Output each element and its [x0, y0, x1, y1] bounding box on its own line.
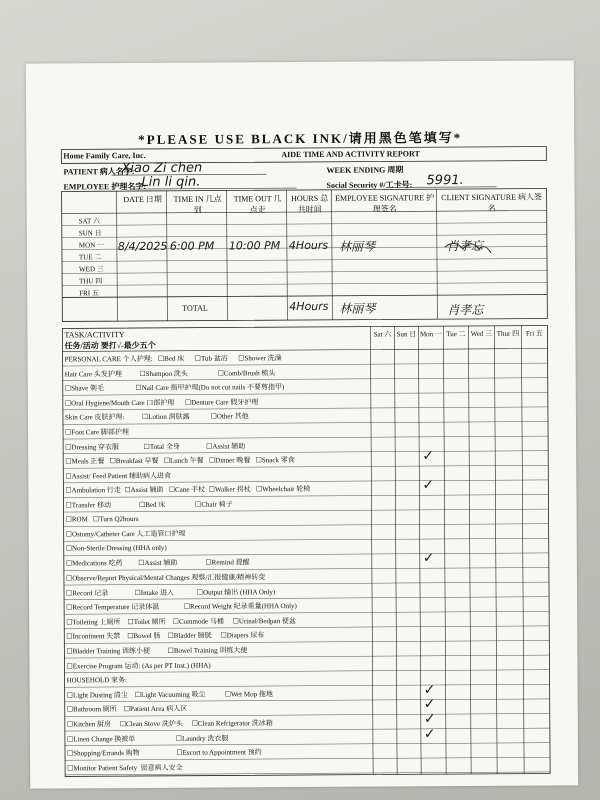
task-row: ☐Ambulation 行走 ☐Assist 辅助 ☐Cane 手杖 ☐Walker 拐杖 ☐Wheelchair 轮椅	[65, 485, 311, 495]
task-header-cn: 任务/活动 要打√-最少五个	[64, 340, 156, 351]
check-mark: ✓	[423, 711, 436, 728]
day-label: WED 三	[79, 265, 104, 274]
task-row: ☐Foot Care 脚部护理	[65, 428, 129, 437]
task-row: ☐ROM ☐Turn Q2hours	[65, 514, 139, 524]
task-row: ☐Transfer 移动 ☐Bed 床 ☐Chair 椅子	[65, 500, 233, 510]
task-row: HOUSEHOLD 家务:	[66, 676, 128, 685]
report-form-sheet	[26, 60, 578, 788]
task-row: ☐Bathroom 厕所 ☐Patient Area 病人区	[66, 705, 188, 714]
ssn-value: 5991.	[426, 173, 464, 189]
task-row: ☐Bladder Training 训练小便 ☐Bowel Training 训练大便	[66, 646, 248, 656]
col-hours: HOURS 总共时间	[291, 193, 329, 215]
patient-name: Xiao Zi chen	[121, 160, 203, 177]
task-row: ☐Toileting 上厕所 ☐Toilet 厕所 ☐Commode 马桶 ☐Urinal/Bedpan 便盆	[66, 616, 296, 627]
task-row-line	[64, 553, 549, 556]
patient-label: PATIENT 病人名字:	[63, 167, 135, 177]
total-client-signature: 肖孝忘	[447, 302, 484, 318]
week-ending-label: WEEK ENDING 周期	[326, 165, 404, 175]
mon-date: 8/4/2025	[117, 239, 168, 254]
task-row: ☐Medications 吃药 ☐Assist 辅助 ☐Remind 提醒	[65, 558, 250, 568]
task-row: ☐Record 记录 ☐Intake 进入 ☐Output 输出 (HHA Only)	[66, 587, 276, 598]
task-row: ☐Dressing 穿衣服 ☐Total 全身 ☐Assist 辅助	[65, 441, 246, 452]
task-row: ☐Incontinent 失禁 ☐Bowel 肠 ☐Bladder 膀胱 ☐Diapers 尿布	[66, 631, 265, 641]
mon-time-out: 10:00 PM	[228, 239, 281, 253]
task-row-line	[64, 524, 549, 527]
task-row: PERSONAL CARE 个人护理: ☐Bed 床 ☐Tub 盆浴 ☐Shower 洗澡	[64, 354, 282, 364]
check-mark: ✓	[422, 477, 435, 494]
task-day-col: Wed 三	[470, 329, 493, 338]
task-day-col: Mon 一	[419, 330, 442, 339]
task-row: ☐Shopping/Errands 购物 ☐Escort to Appointment 预约	[66, 748, 262, 758]
task-row: ☐Oral Hygiene/Mouth Care 口部护理 ☐Denture Care 假牙护理	[64, 398, 259, 408]
col-time-in: TIME IN 几点到	[173, 194, 222, 215]
check-mark: ✓	[423, 725, 436, 742]
mon-hours: 4Hours	[288, 238, 329, 253]
total-label: TOTAL	[182, 303, 208, 313]
col-client-signature: CLIENT SIGNATURE 病人签名	[441, 192, 543, 213]
day-label: MON 一	[78, 241, 105, 250]
report-title: AIDE TIME AND ACTIVITY REPORT	[281, 149, 420, 160]
check-mark: ✓	[423, 696, 436, 713]
task-day-col: Thur 四	[496, 329, 520, 338]
check-mark: ✓	[423, 681, 436, 699]
form-title: *PLEASE USE BLACK INK/请用黑色笔填写*	[138, 130, 463, 147]
task-row: ☐Monitor Patient Safety 留意病人安全	[67, 763, 183, 773]
col-time-out: TIME OUT 几点走	[233, 194, 282, 215]
task-day-col: Sat 六	[373, 330, 392, 339]
day-label: SAT 六	[78, 217, 100, 226]
task-row: ☐Shave 剃毛 ☐Nail Care 指甲护理(Do not cut nails 不要剪指甲)	[64, 383, 285, 393]
ssn-label: Social Security #/工卡号:	[326, 180, 413, 190]
task-row: ☐Assist/ Feed Patient 辅助病人进食	[65, 471, 171, 481]
task-row: Hair Care 头发护理 ☐Shampoo 洗头 ☐Comb/Brush 梳头	[64, 368, 276, 379]
col-employee-signature: EMPLOYEE SIGNATURE 护理签名	[335, 193, 435, 214]
task-row: ☐Kitchen 厨房 ☐Clean Stove 洗炉头 ☐Clean Refrigerator 洗冰箱	[66, 719, 273, 729]
col-date: DATE 日期	[123, 194, 162, 205]
task-day-col: Tue 二	[446, 329, 466, 339]
total-hours: 4Hours	[289, 299, 329, 314]
task-row: ☐Exercise Program 运动: (As per PT Inst.) (HHA)	[66, 661, 211, 671]
company-name: Home Family Care, Inc.	[63, 150, 146, 161]
task-row: ☐Linen Change 换被单 ☐Laundry 洗衣服	[66, 734, 229, 744]
task-day-col: Fri 五	[525, 329, 543, 338]
task-day-col: Sun 日	[396, 330, 417, 339]
task-row: ☐Record Temperature 记录体温 ☐Record Weight 纪录重量(HHA Only)	[66, 602, 297, 612]
day-label: THU 四	[79, 277, 103, 286]
day-label: SUN 日	[78, 229, 102, 238]
task-row: ☐Ostomy/Catheter Care 人工造管口护理	[65, 529, 186, 539]
task-row: ☐Meals 正餐 ☐Breakfast 早餐 ☐Lunch 午餐 ☐Dinner 晚餐 ☐Snack 零食	[65, 456, 295, 466]
total-employee-signature: 林丽琴	[339, 301, 376, 316]
employee-label: EMPLOYEE 护理名字:	[63, 181, 147, 192]
task-row: Skin Care 皮肤护理: ☐Lotion 润肤露 ☐Other 其他	[64, 412, 249, 422]
task-row: ☐Non-Sterile Dressing (HHA only)	[65, 543, 167, 553]
mon-client-signature: 肖孝忘	[446, 238, 483, 254]
employee-name: Lin li qin.	[141, 174, 201, 190]
task-row: ☐Observe/Report Physical/Mental Changes 观察/汇报健康/精神转变	[65, 573, 266, 583]
day-label: TUE 二	[78, 253, 102, 262]
check-mark: ✓	[422, 550, 435, 567]
check-mark: ✓	[422, 448, 434, 465]
task-row: ☐Light Dusting 清尘 ☐Light Vacuuming 吸尘 ☐Wet Mop 拖地	[66, 689, 273, 700]
day-label: FRI 五	[79, 289, 99, 298]
mon-time-in: 6:00 PM	[169, 239, 215, 253]
task-header: TASK/ACTIVITY	[64, 330, 125, 340]
mon-employee-signature: 林丽琴	[338, 239, 375, 254]
